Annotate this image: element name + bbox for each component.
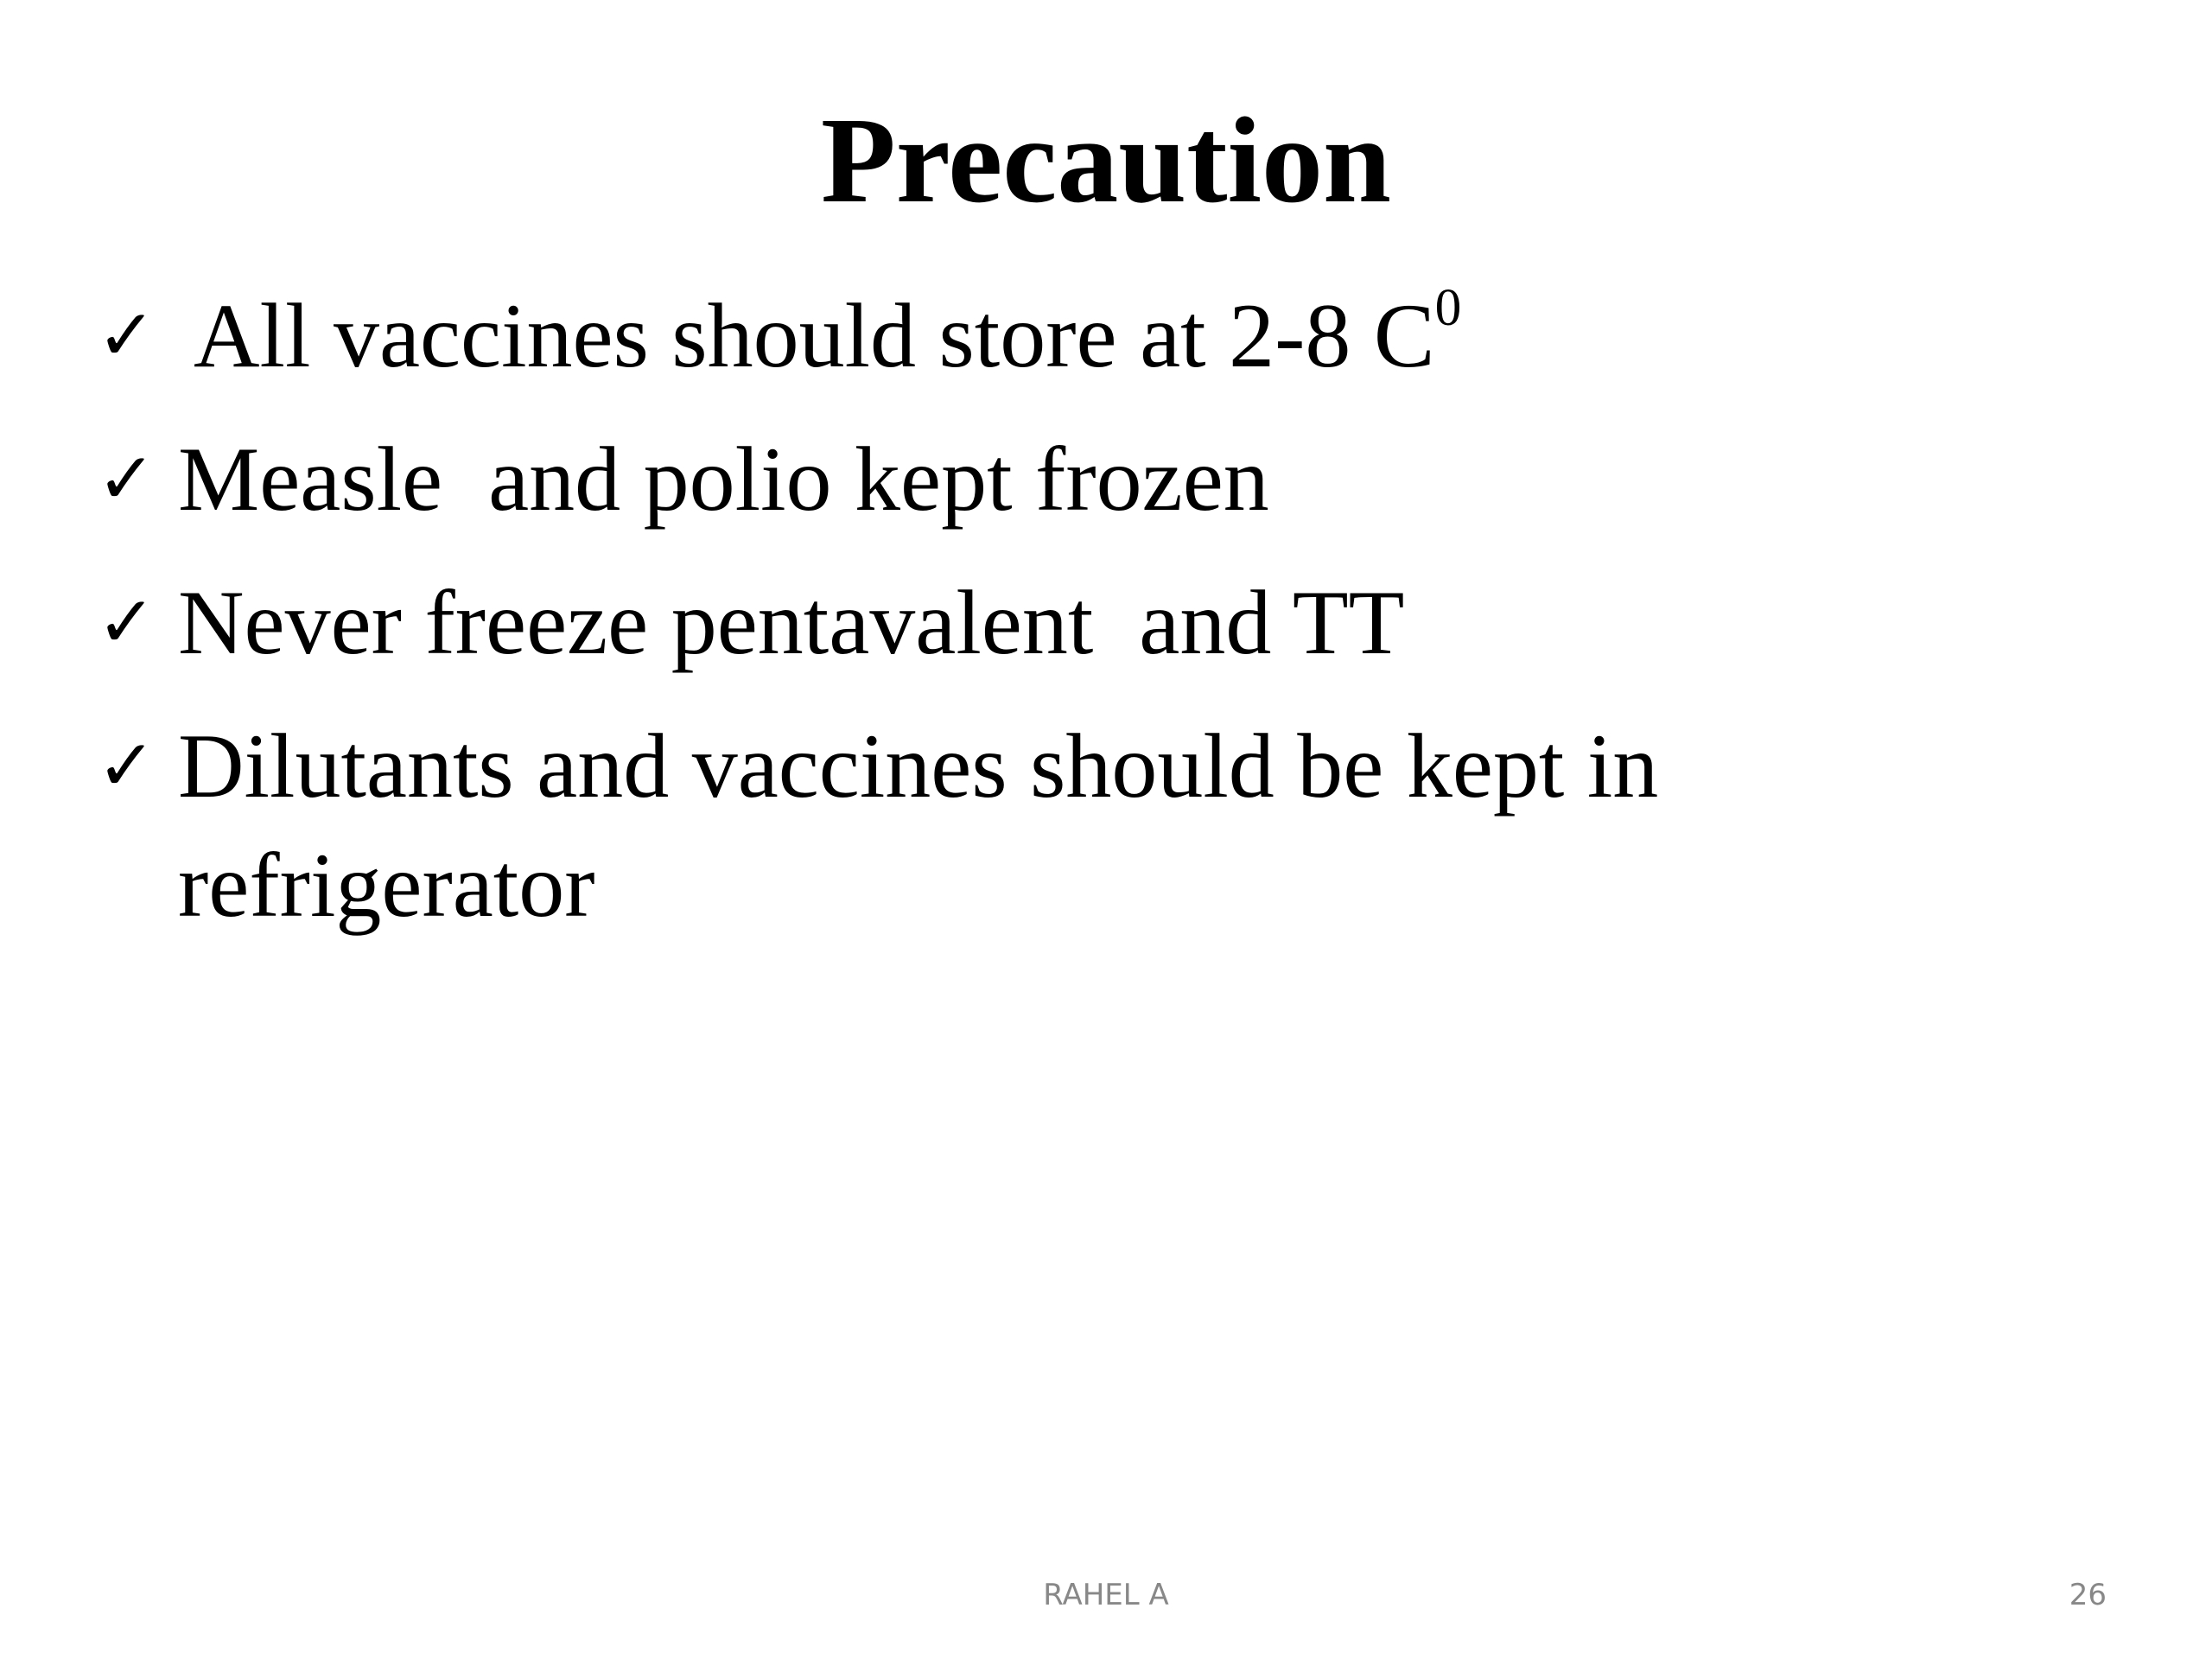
slide-number: 26 xyxy=(2069,1578,2107,1612)
check-mark-icon: ✓ xyxy=(97,725,156,807)
bullet-list xyxy=(97,276,2084,969)
temperature-superscript: 0 xyxy=(1434,278,1462,338)
bullet-text: Dilutants and vaccines should be kept in refrigerator xyxy=(178,715,1681,936)
bullet-item xyxy=(97,276,2084,396)
check-mark-icon: ✓ xyxy=(97,582,156,664)
bullet-item xyxy=(97,707,2084,945)
footer-author: RAHEL A xyxy=(1043,1578,1169,1612)
bullet-text: Never freeze pentavalent and TT xyxy=(178,572,1405,673)
check-mark-icon: ✓ xyxy=(97,438,156,520)
bullet-item xyxy=(97,420,2084,539)
bullet-text: Measle and polio kept frozen xyxy=(178,429,1269,530)
bullet-text: All vaccines should store at 2-8 $C^0$ xyxy=(194,278,1462,386)
bullet-item xyxy=(97,563,2084,683)
check-mark-icon: ✓ xyxy=(97,295,156,377)
slide-title: Precaution xyxy=(821,92,1391,228)
